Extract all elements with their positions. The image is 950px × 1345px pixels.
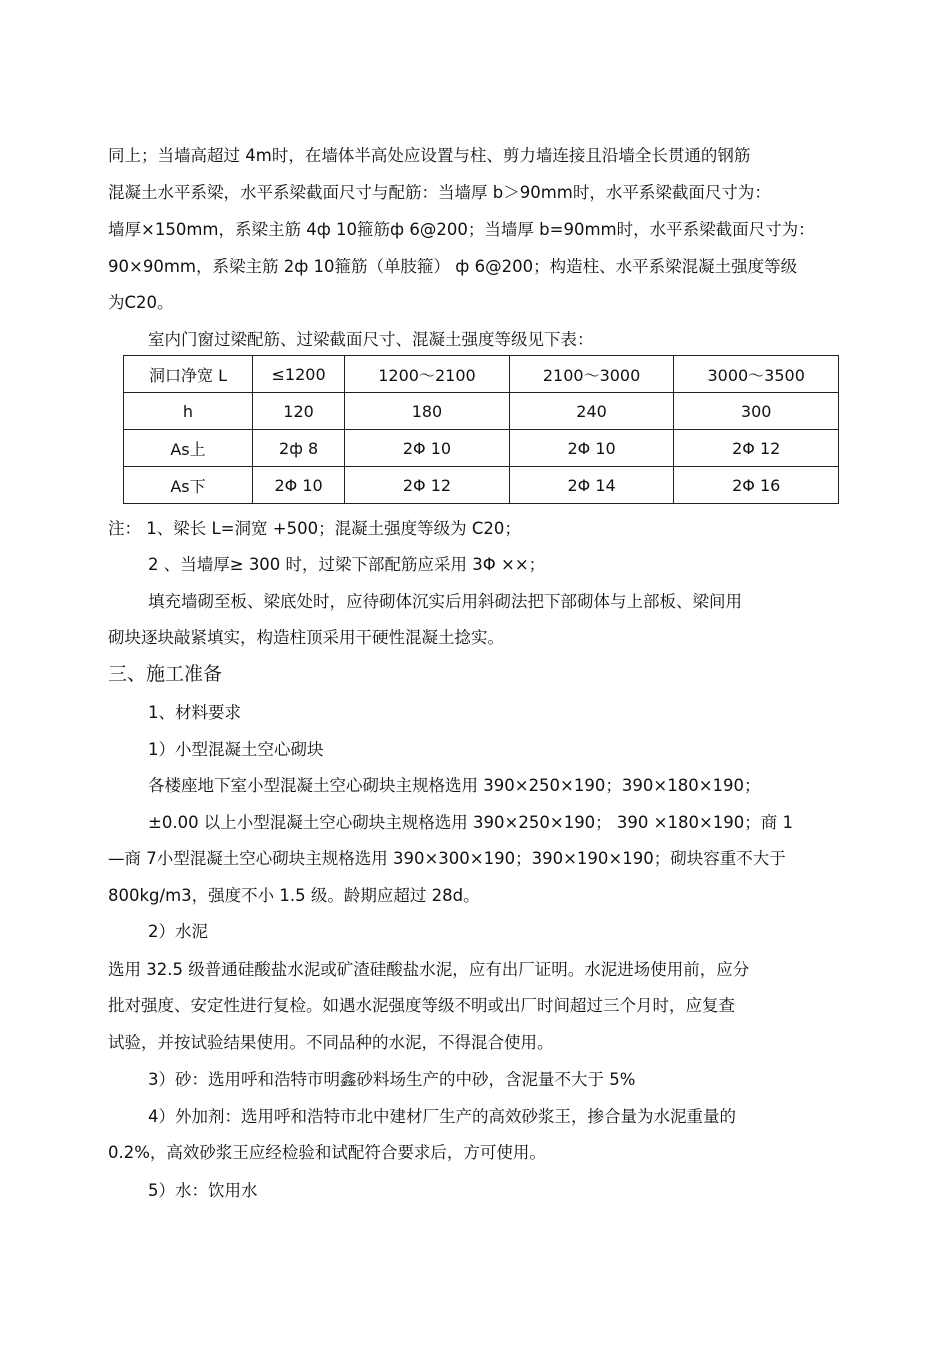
table-header-cell: 3000～3500 bbox=[674, 356, 839, 393]
table-cell: 300 bbox=[674, 393, 839, 430]
table-intro: 室内门窗过梁配筋、过梁截面尺寸、混凝土强度等级见下表： bbox=[148, 330, 594, 349]
table-cell: 2ф 8 bbox=[253, 430, 345, 467]
table-cell: 2Φ 10 bbox=[345, 430, 510, 467]
paragraph-line: ±0.00 以上小型混凝土空心砌块主规格选用 390×250×190； 390 ×180×190；商 1 bbox=[148, 813, 794, 832]
lintel-table bbox=[123, 355, 839, 504]
table-header-cell: 洞口净宽 L bbox=[124, 356, 253, 393]
paragraph-line: 0.2%，高效砂浆王应经检验和试配符合要求后，方可使用。 bbox=[108, 1143, 546, 1162]
table-cell: 120 bbox=[253, 393, 345, 430]
table-header-row bbox=[124, 356, 839, 393]
table-cell: 2Φ 12 bbox=[345, 467, 510, 504]
paragraph-line: 800kg/m3，强度不小 1.5 级。龄期应超过 28d。 bbox=[108, 886, 480, 905]
table-cell: h bbox=[124, 393, 253, 430]
table-header-cell: 1200～2100 bbox=[345, 356, 510, 393]
table-row bbox=[124, 467, 839, 504]
table-row bbox=[124, 393, 839, 430]
paragraph-line: 90×90mm，系梁主筋 2ф 10箍筋（单肢箍） ф 6@200；构造柱、水平系梁混凝土强度等级 bbox=[108, 257, 798, 276]
paragraph-line: 选用 32.5 级普通硅酸盐水泥或矿渣硅酸盐水泥，应有出厂证明。水泥进场使用前，应分 bbox=[108, 960, 750, 979]
table-header-cell: ≤1200 bbox=[253, 356, 345, 393]
paragraph-line: 试验，并按试验结果使用。不同品种的水泥，不得混合使用。 bbox=[108, 1033, 554, 1052]
paragraph-line: 5）水：饮用水 bbox=[148, 1181, 258, 1200]
note-line: 注： 1、梁长 L=洞宽 +500；混凝土强度等级为 C20； bbox=[108, 519, 521, 538]
paragraph-line: 混凝土水平系梁，水平系梁截面尺寸与配筋：当墙厚 b＞90mm时，水平系梁截面尺寸为： bbox=[108, 183, 771, 202]
item-title: 2）水泥 bbox=[148, 922, 208, 941]
paragraph-line: 各楼座地下室小型混凝土空心砌块主规格选用 390×250×190；390×180×190； bbox=[148, 776, 761, 795]
paragraph-line: 填充墙砌至板、梁底处时，应待砌体沉实后用斜砌法把下部砌体与上部板、梁间用 bbox=[148, 592, 742, 611]
table-cell: 240 bbox=[509, 393, 674, 430]
paragraph-line: 砌块逐块敲紧填实，构造柱顶采用干硬性混凝土捻实。 bbox=[108, 628, 504, 647]
table-cell: 2Φ 10 bbox=[253, 467, 345, 504]
paragraph-line: 同上；当墙高超过 4m时，在墙体半高处应设置与柱、剪力墙连接且沿墙全长贯通的钢筋 bbox=[108, 146, 751, 165]
table-cell: As下 bbox=[124, 467, 253, 504]
paragraph-line: 4）外加剂：选用呼和浩特市北中建材厂生产的高效砂浆王，掺合量为水泥重量的 bbox=[148, 1107, 736, 1126]
subsection-title: 1、材料要求 bbox=[148, 703, 241, 722]
paragraph-line: 墙厚×150mm，系梁主筋 4ф 10箍筋ф 6@200；当墙厚 b=90mm时，水平系梁截面尺寸为： bbox=[108, 220, 815, 239]
table-cell: 2Φ 14 bbox=[509, 467, 674, 504]
table-header-cell: 2100～3000 bbox=[509, 356, 674, 393]
table-cell: 2Φ 12 bbox=[674, 430, 839, 467]
paragraph-line: 为C20。 bbox=[108, 293, 174, 312]
table-row bbox=[124, 430, 839, 467]
table-cell: As上 bbox=[124, 430, 253, 467]
table-cell: 180 bbox=[345, 393, 510, 430]
section-title: 三、施工准备 bbox=[108, 663, 223, 685]
paragraph-line: —商 7小型混凝土空心砌块主规格选用 390×300×190；390×190×190；砌块容重不大于 bbox=[108, 849, 786, 868]
table-cell: 2Φ 16 bbox=[674, 467, 839, 504]
paragraph-line: 批对强度、安定性进行复检。如遇水泥强度等级不明或出厂时间超过三个月时，应复查 bbox=[108, 996, 735, 1015]
item-title: 1）小型混凝土空心砌块 bbox=[148, 740, 324, 759]
table-cell: 2Φ 10 bbox=[509, 430, 674, 467]
paragraph-line: 3）砂：选用呼和浩特市明鑫砂料场生产的中砂，含泥量不大于 5% bbox=[148, 1070, 636, 1089]
note-line: 2 、当墙厚≥ 300 时，过梁下部配筋应采用 3Φ ××； bbox=[148, 555, 546, 574]
